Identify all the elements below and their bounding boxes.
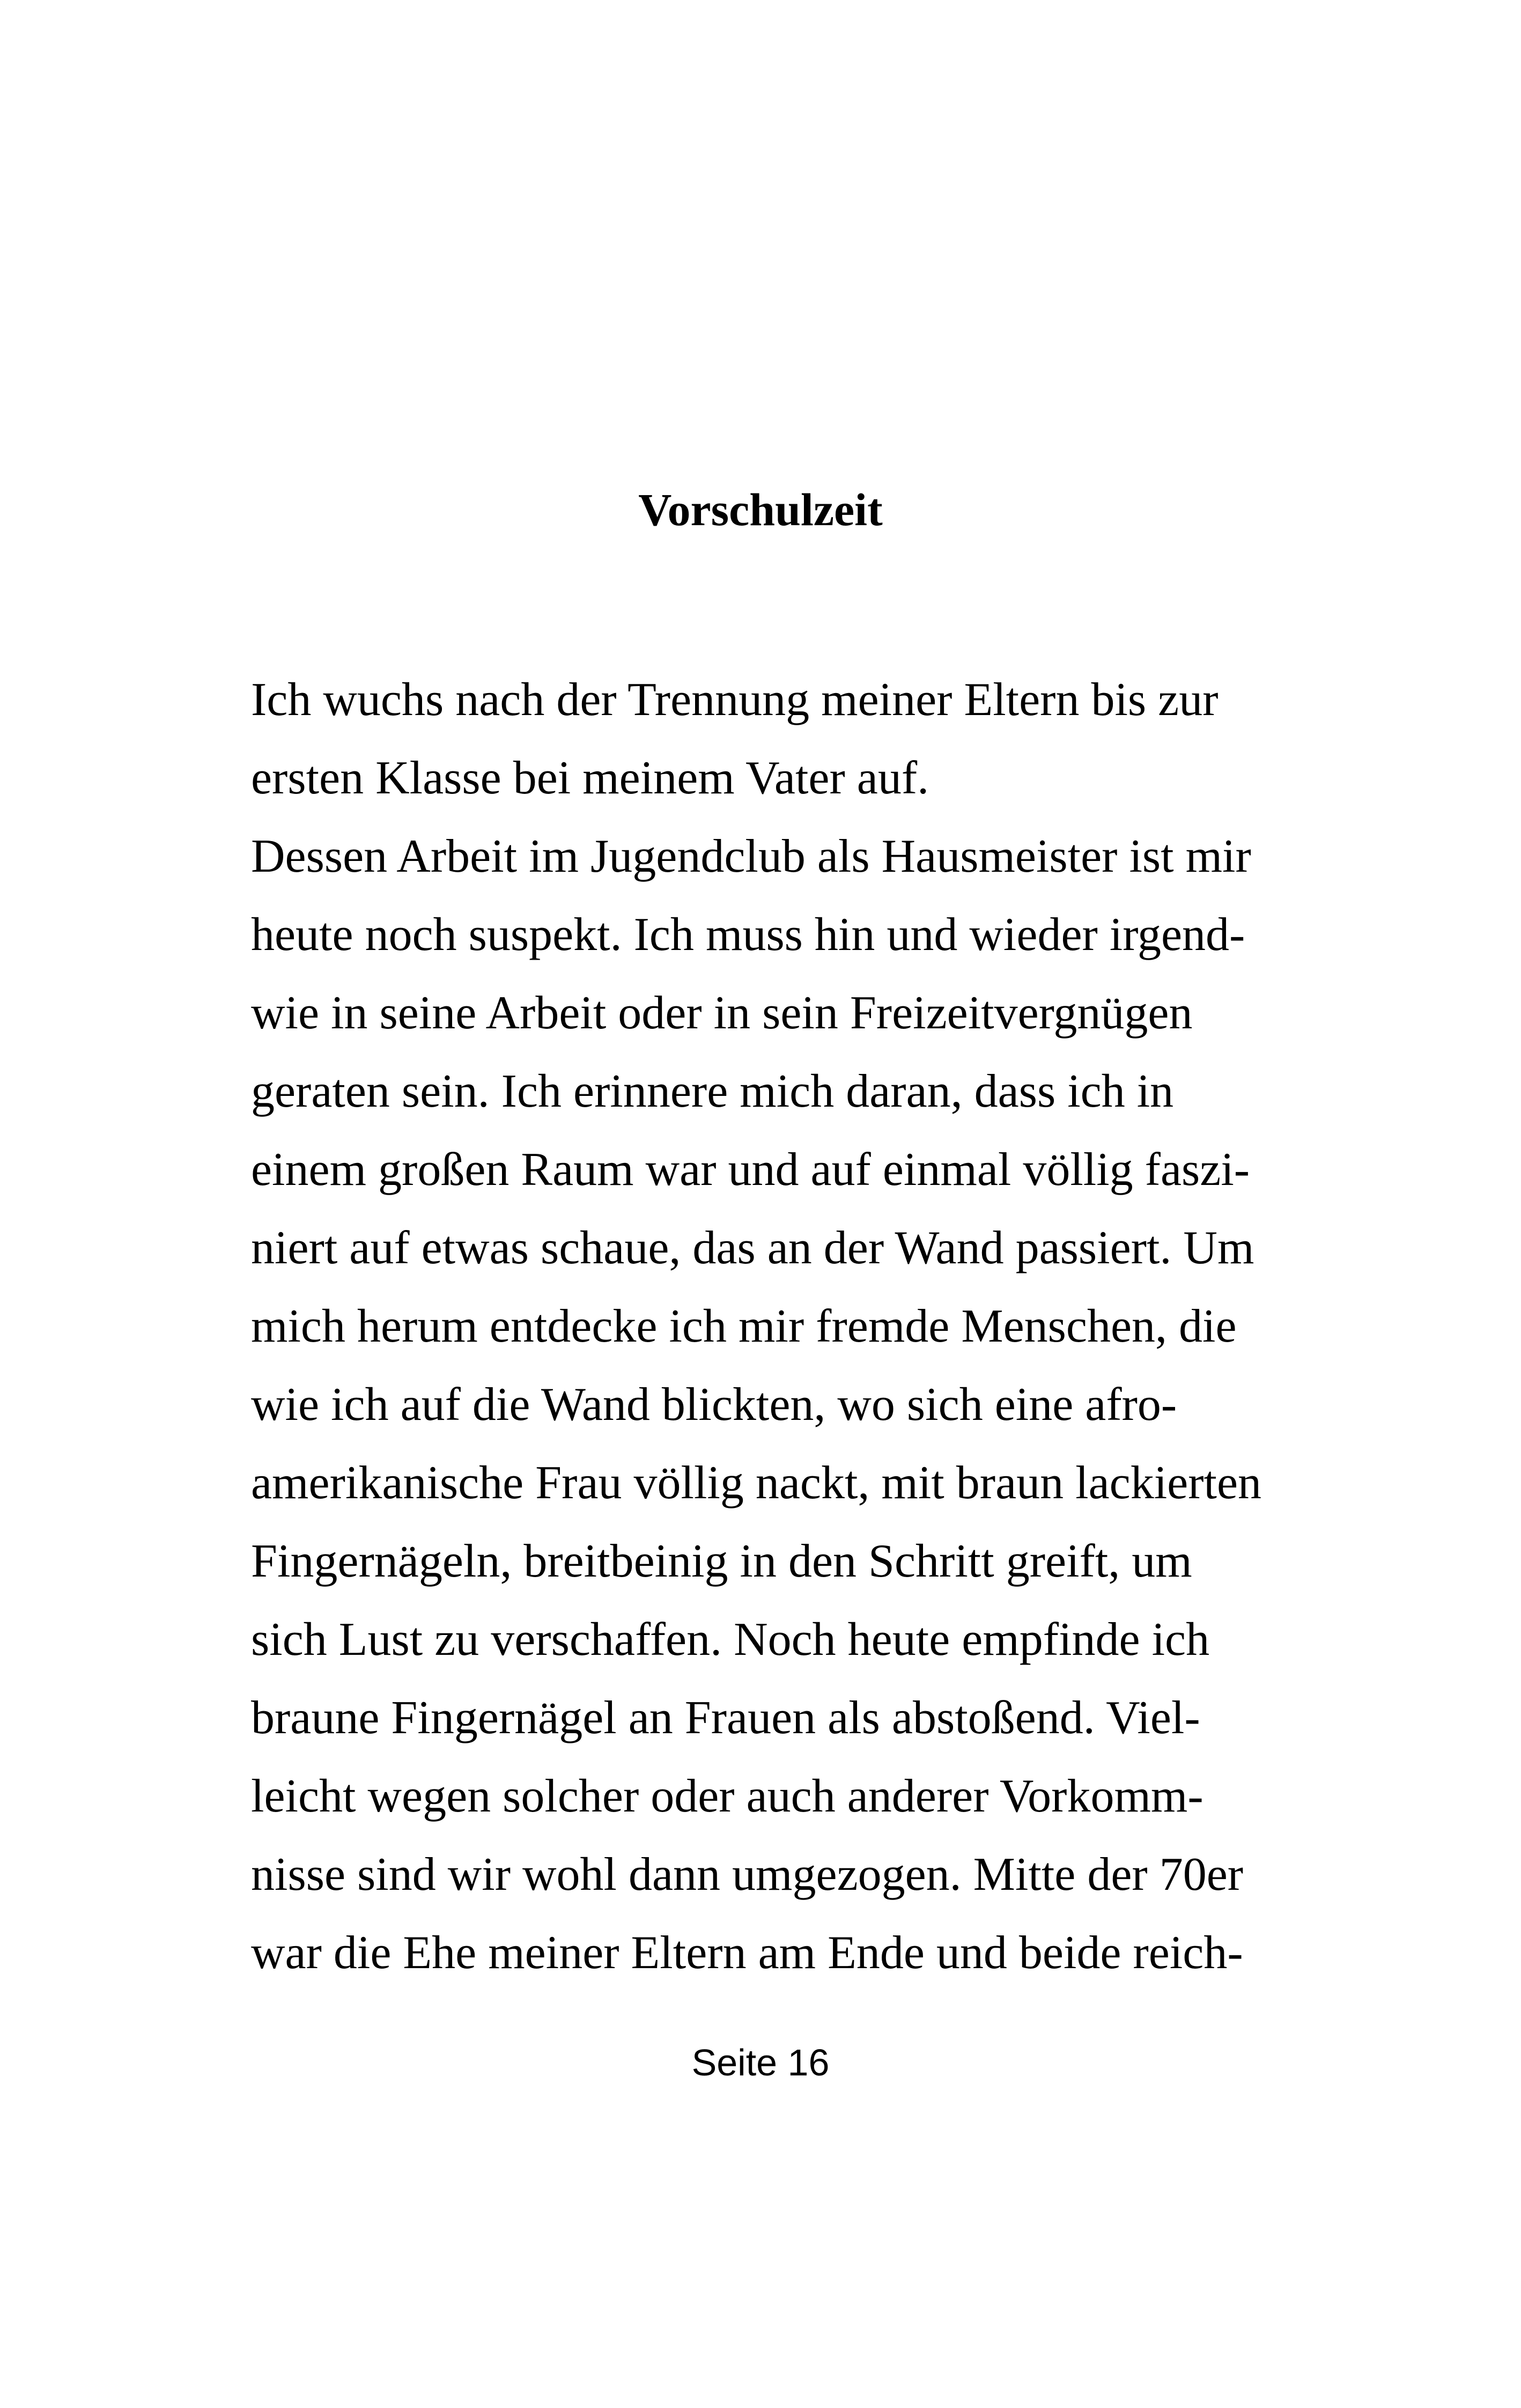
text-line: sich Lust zu verschaffen. Noch heute empfinde ich — [251, 1614, 1210, 1666]
text-line: braune Fingernägel an Frauen als abstoßend. Viel- — [251, 1692, 1200, 1744]
text-line: wie ich auf die Wand blickten, wo sich eine afro- — [251, 1379, 1177, 1431]
text-line: mich herum entdecke ich mir fremde Menschen, die — [251, 1300, 1237, 1352]
text-line: Fingernägeln, breitbeinig in den Schritt greift, um — [251, 1535, 1192, 1587]
text-line: geraten sein. Ich erinnere mich daran, dass ich in — [251, 1065, 1174, 1117]
text-line: Dessen Arbeit im Jugendclub als Hausmeister ist mir — [251, 830, 1251, 882]
text-line: Ich wuchs nach der Trennung meiner Eltern bis zur — [251, 674, 1219, 726]
chapter-title: Vorschulzeit — [638, 484, 883, 535]
text-line: war die Ehe meiner Eltern am Ende und beide reich- — [251, 1927, 1243, 1979]
text-line: heute noch suspekt. Ich muss hin und wieder irgend- — [251, 909, 1245, 961]
page-number: Seite 16 — [691, 2042, 830, 2083]
text-line: niert auf etwas schaue, das an der Wand passiert. Um — [251, 1222, 1254, 1274]
text-line: einem großen Raum war und auf einmal völlig faszi- — [251, 1144, 1250, 1196]
text-line: ersten Klasse bei meinem Vater auf. — [251, 752, 929, 804]
text-line: wie in seine Arbeit oder in sein Freizeitvergnügen — [251, 987, 1193, 1039]
text-line: leicht wegen solcher oder auch anderer Vorkomm- — [251, 1770, 1203, 1822]
body-text — [251, 661, 1302, 1992]
text-line: amerikanische Frau völlig nackt, mit braun lackierten — [251, 1457, 1262, 1509]
text-line: nisse sind wir wohl dann umgezogen. Mitte der 70er — [251, 1849, 1244, 1901]
